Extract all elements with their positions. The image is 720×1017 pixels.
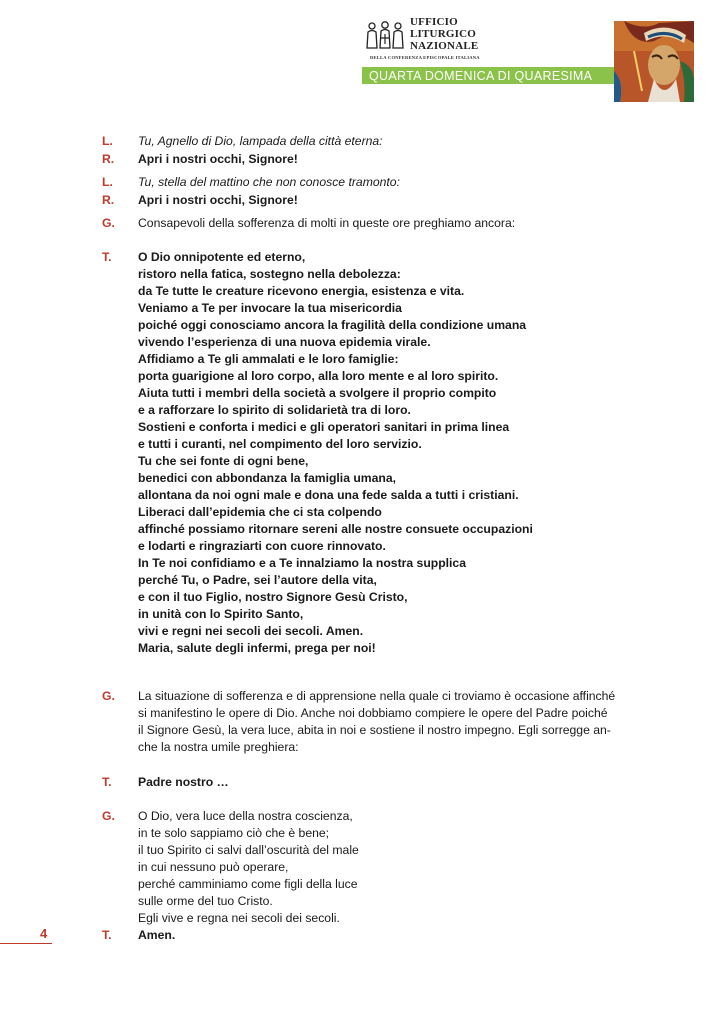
prayer-line: vivi e regni nei secoli dei secoli. Amen. — [138, 624, 364, 638]
line-text: Apri i nostri occhi, Signore! — [138, 193, 298, 207]
saint-icon-painting — [614, 21, 694, 102]
speaker-label: T. — [102, 775, 112, 789]
prayer-line: sulle orme del tuo Cristo. — [138, 894, 273, 908]
speaker-label: G. — [102, 216, 115, 230]
paragraph-text — [138, 688, 643, 756]
prayer-line: in cui nessuno può operare, — [138, 860, 289, 874]
publisher-logo — [364, 16, 609, 66]
speaker-label: L. — [102, 175, 113, 189]
prayer-line: Tu che sei fonte di ogni bene, — [138, 454, 309, 468]
prayer-line: e lodarti e ringraziarti con cuore rinnovato. — [138, 539, 386, 553]
prayer-line: O Dio onnipotente ed eterno, — [138, 250, 306, 264]
paragraph-line: che la nostra umile preghiera: — [138, 740, 299, 754]
prayer-line: vivendo l’esperienza di una nuova epidemia virale. — [138, 335, 431, 349]
prayer-line: perché camminiamo come figli della luce — [138, 877, 358, 891]
prayer-line: perché Tu, o Padre, sei l’autore della vita, — [138, 573, 377, 587]
prayer-line: ristoro nella fatica, sostegno nella debolezza: — [138, 267, 401, 281]
line-text: Apri i nostri occhi, Signore! — [138, 152, 298, 166]
prayer-text — [138, 249, 643, 657]
line-text: Tu, stella del mattino che non conosce tramonto: — [138, 175, 400, 189]
paragraph-line: si manifestino le opere di Dio. Anche noi dobbiamo compiere le opere del Padre poiché — [138, 706, 608, 720]
line-text: Amen. — [138, 928, 176, 942]
paragraph-line: il Signore Gesù, la vera luce, abita in noi e sostiene il nostro impegno. Egli sorregge an- — [138, 723, 611, 737]
prayer-line: e a rafforzare lo spirito di solidarietà tra di loro. — [138, 403, 411, 417]
logo-figures-icon — [364, 20, 406, 50]
prayer-line: porta guarigione al loro corpo, alla loro mente e al loro spirito. — [138, 369, 499, 383]
prayer-line: Maria, salute degli infermi, prega per noi! — [138, 641, 376, 655]
line-text: Padre nostro … — [138, 775, 229, 789]
prayer-line: O Dio, vera luce della nostra coscienza, — [138, 809, 353, 823]
prayer-line: Affidiamo a Te gli ammalati e le loro famiglie: — [138, 352, 399, 366]
line-text: Tu, Agnello di Dio, lampada della città eterna: — [138, 134, 383, 148]
prayer-line: allontana da noi ogni male e dona una fede salda a tutti i cristiani. — [138, 488, 519, 502]
speaker-label: L. — [102, 134, 113, 148]
section-title: QUARTA DOMENICA DI QUARESIMA — [369, 69, 593, 83]
page-number-rule — [0, 943, 52, 944]
line-text: Consapevoli della sofferenza di molti in queste ore preghiamo ancora: — [138, 216, 516, 230]
prayer-line: poiché oggi conosciamo ancora la fragilità della condizione umana — [138, 318, 527, 332]
prayer-line: in unità con lo Spirito Santo, — [138, 607, 304, 621]
icon-artwork — [614, 21, 694, 102]
prayer-line: benedici con abbondanza la famiglia umana, — [138, 471, 397, 485]
speaker-label: T. — [102, 250, 112, 264]
speaker-label: R. — [102, 152, 115, 166]
prayer-line: affinché possiamo ritornare sereni alle nostre consuete occupazioni — [138, 522, 533, 536]
prayer-line: Veniamo a Te per invocare la tua misericordia — [138, 301, 402, 315]
prayer-line: In Te noi confidiamo e a Te innalziamo la nostra supplica — [138, 556, 466, 570]
prayer-line: da Te tutte le creature ricevono energia, esistenza e vita. — [138, 284, 465, 298]
prayer-line: e con il tuo Figlio, nostro Signore Gesù Cristo, — [138, 590, 408, 604]
prayer-line: e tutti i curanti, nel compimento del loro servizio. — [138, 437, 422, 451]
speaker-label: G. — [102, 689, 115, 703]
prayer-text — [138, 808, 643, 927]
prayer-line: Liberaci dall’epidemia che ci sta colpendo — [138, 505, 382, 519]
paragraph-line: La situazione di sofferenza e di apprensione nella quale ci troviamo è occasione affinché — [138, 689, 616, 703]
section-band — [362, 67, 614, 84]
speaker-label: T. — [102, 928, 112, 942]
speaker-label: R. — [102, 193, 115, 207]
prayer-line: Aiuta tutti i membri della società a svolgere il proprio compito — [138, 386, 497, 400]
prayer-line: il tuo Spirito ci salvi dall’oscurità del male — [138, 843, 359, 857]
logo-wordmark: UFFICIO LITURGICO NAZIONALE — [410, 16, 479, 52]
page-number: 4 — [40, 926, 48, 941]
prayer-line: Sostieni e conforta i medici e gli operatori sanitari in prima linea — [138, 420, 510, 434]
logo-subtitle: DELLA CONFERENZA EPISCOPALE ITALIANA — [370, 55, 480, 60]
speaker-label: G. — [102, 809, 115, 823]
prayer-line: Egli vive e regna nei secoli dei secoli. — [138, 911, 340, 925]
prayer-line: in te solo sappiamo ciò che è bene; — [138, 826, 330, 840]
